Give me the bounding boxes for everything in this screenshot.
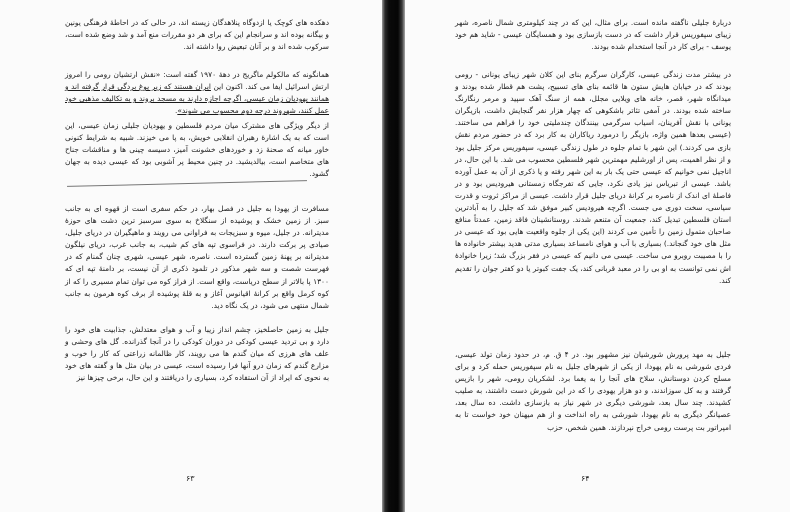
left-underlined-phrase-1: ایران هستند که زیر یوغ بردگی قرار گرفته اند و [65, 82, 211, 92]
left-paragraph-4: مسافرت از یهودا به جلیل در فصل بهار، در حکم سفری است از قهوه ای به جانب سبز. از زمین خشک و پوشیده از سنگلاخ به سوی سرسبز ترین دشت های حوزهٔ مدیترانه. در جلیل، میوه و سبزیجات به فراوانی می رویند و ماهیگیران در دریای جلیل، صیادی پر برکت دارند. در فراسوی تپه های کم شیب، به جانب غرب، دریای نیلگون مدیترانه بر پهنهٔ زمین گسترده است. ناصره، شهر عیسی، شهری چنان گمنام که در فهرست شصت و سه شهر مذکور در تلمود ذکری از آن نیست، بر دامنهٔ تپه ای که ۱۳۰۰ پا بالاتر از سطح دریاست، واقع است. از فراز کوه می توان تمام مسیری را که از کوه کرمل واقع بر کرانهٔ اقیانوس آغاز و به قلهٔ پوشیده از برف کوه هرمون به جانب شمال منتهی می شود، در یک نگاه دید. [65, 204, 329, 310]
left-page-number: ۶۳ [186, 474, 195, 483]
left-paragraph-5: جلیل به زمین حاصلخیز، چشم انداز زیبا و آب و هوای معتدلش، جذابیت های خود را دارد و بی تردید عیسی کودکی در دوران کودکی را در آنجا گذرانده. گل های وحشی و علف های هرزی که میان گندم ها می رویند، کار ظالمانه زراعتی که کار را خوب و مزارع گندم که زمان درو آنها فرا رسیده است، عیسی در بیان مثل ها و گفته های خود به نحوی که ایراد از آن استفاده کرد، بسیاری را دریافتند و این حال، برخی چیزها نیز [65, 325, 329, 383]
left-paragraph-3: از دیگر ویژگی های مشترک میان مردم فلسطین و یهودیان جلیلی زمان عیسی، این است که به یک اشارهٔ رهبران انقلابی خویش، به پا می خیزند. شبیه به شرایط کنونی خاور میانه که صحنهٔ زد و خوردهای خشونت آمیز، دسیسه چینی ها و مناقشات جناح های متخاصم است، بیالدیشید. در چنین محیط پر آشوبی بود که عیسی دیده به جهان گشود. [65, 121, 329, 179]
right-paragraph-3: جلیل به مهد پرورش شورشیان نیز مشهور بود. در ۴ ق. م، در حدود زمان تولد عیسی، فردی شورشی به نام یهودا، از یکی از شهرهای جلیل به نام سپفوریس حمله کرد و برای مسلح کردن دوستانش، سلاح های آنجا را به یغما برد. لشکریان رومی، شهر را بازپس گرفتند و به کل سوزاندند، و دو هزار یهودی را که در این شورش دست داشتند، به صلیب کشیدند. چند سال بعد، شورشی دیگری در شهر نیاز به بازسازی داشت. ده سال بعد، عصیانگر دیگری به نام یهودا، شورشی به راه انداخت و از هم میهنان خود خواست تا به امپراتور بت پرست رومی خراج نپردازند. همین شخص، حزب [455, 350, 731, 432]
left-paragraph-1: دهکده های کوچک یا ازدوگاه پنلاهدگان زیسته اند، در حالی که در احاطهٔ فرهنگی یونین و بیگانه بوده اند و سرانجام این که برای هر دو مقررات منع آمد و شد وضع شده است، سرکوب شده اند و بر آنان تبعیض روا داشته اند. [65, 18, 329, 52]
right-paragraph-2: در بیشتر مدت زندگی عیسی، کارگران سرگرم بنای این کلان شهر زیبای یونانی - رومی بودند که در خیابان هایش ستون ها قائمه بنای های تسبیح، پشت هم قطار شده بودند و میدانگاه شهر، قصر، خانه های ویلایی مجلل، همه از سنگ آهک سپید و مرمر رنگارنگ ساخته شده بودند. در آمفی تئاتر باشکوهی که چهار هزار نفر گنجایش داشت، بازیگران یونانی با نقش آفرینان، اسیاب سرگرمی بینندگان چندملیتی خود را فراهم می ساختند. (عیسی بعدها همین واژه، بازیگر را درمورد ریاکاران به کار برد که در حضور مردم نقش بازی می کردند.) این شهر با تمام جلوه در طول زندگی عیسی، سپفوریس مرکز جلیل بود و از نظر اهمیت، پس از اورشلیم مهمترین شهر فلسطین محسوب می شد. با این حال، در اناجیل نمی خوانیم که عیسی حتی یک بار به این شهر رفته و یا ذکری از آن به عمل آورده باشد. عیسی از تبریاس نیز یادی نکرد، جایی که تفرجگاه زمستانی هیرودیس بود و در فاصلهٔ ای اندک از ناصره بر کرانهٔ دریای جلیل قرار داشت. عیسی از مراکز ثروت و قدرت سیاسی، سخت دوری می جست. اگرچه هیرودیس کبیر موفق شد که جلیل را به آبادترین استان فلسطین تبدیل کند، جمعیت آن متنعم شدند. روستانشینان فاقد زمین، عمدتاً منافع صاحبان متمول زمین را تأمین می کردند (این یکی از جلوه واقعیت هایی بود که عیسی در مثل های خود گنجاند.) بسیاری با آب و هوای نامساعد بسیاری مدتی هدید بیشتر خانواده ها را با مصیبت روبرو می ساخت. عیسی می دانیم که عیسی در فقر بزرگ شد؛ زیرا خانوادهٔ اش نمی توانست به او بی را در معبد قربانی کند، یک جفت کبوتر یا دو کفتر جوان را تقدیم کند. [455, 70, 731, 285]
left-paragraph-2-text-a: همانگونه که مالکولم ماگریج در دههٔ ۱۹۷۰ گفته است: «نقش ارتشیان رومی را امروز ارتش اسرائیل ایفا می کند. اکنون این [65, 70, 329, 92]
right-page [405, 0, 790, 512]
left-paragraph-2-text-c: . [174, 106, 178, 116]
left-page [0, 0, 382, 512]
left-underlined-phrase-2: همانند یهودیان زمان عیسی، اگرچه اجازه دارند به مسجد بروند و به تکالیف مذهبی خود عمل کنند، شهروند درجه دوم محسوب می شوند» [65, 94, 329, 116]
pen-underline-mark [67, 180, 307, 187]
book-spine [382, 0, 405, 512]
right-paragraph-1: دربارهٔ جلیلی ناگفته مانده است. برای مثال، این که در چند کیلومتری شمال ناصره، شهر زیبای سپفوریس قرار داشت که در دست بازسازی بود و همسایگان عیسی - شاید هم خود یوسف - برای کار در آنجا استخدام شده بودند. [455, 18, 731, 52]
right-page-number: ۶۴ [581, 474, 590, 483]
left-paragraph-2 [65, 69, 329, 117]
